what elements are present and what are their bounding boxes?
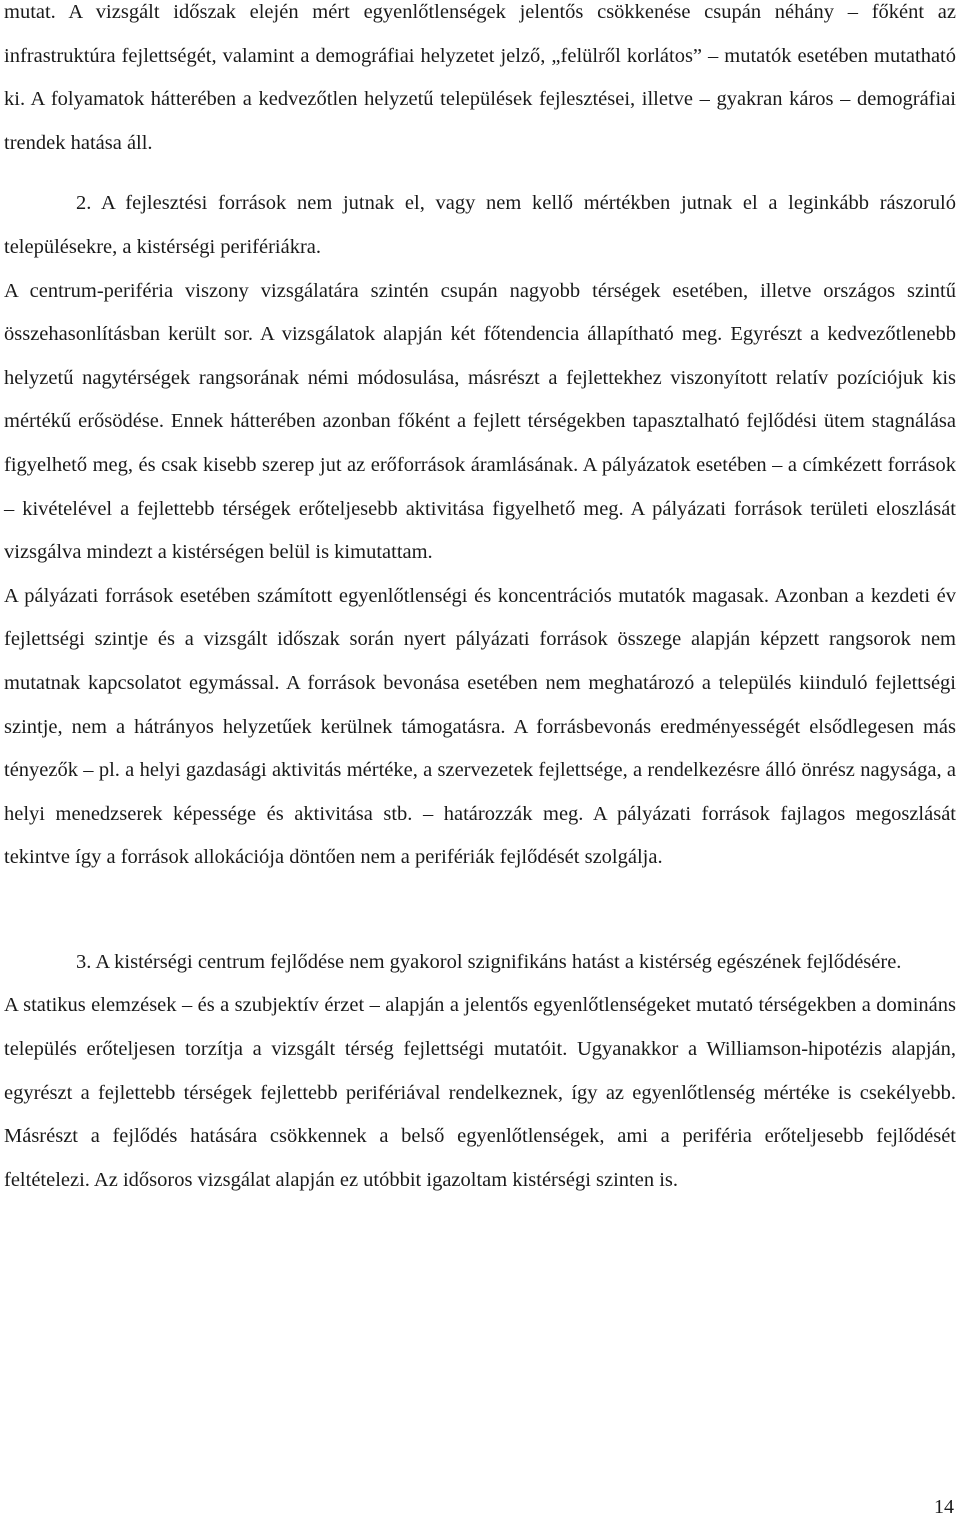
- paragraph-thesis-3: 3. A kistérségi centrum fejlődése nem gyakorol szignifikáns hatást a kistérség egészének fejlődésére.: [76, 950, 902, 973]
- document-page: [4, 0, 956, 1202]
- paragraph-funding-indicators: A pályázati források esetében számított egyenlőtlenségi és koncentrációs mutatók magasak. Azonban a kezdeti év fejlettségi szintje és a vizsgált időszak során nyert pályázati források összege alapján képzett rangsorok nem mutatnak kapcsolatot egymással. A források bevonása esetében nem meghatározó a település kiinduló fejlettségi szintje, nem a hátrányos helyzetűek kerülnek támogatásra. A forrásbevonás eredményességét elsődlegesen más tényezők – pl. a helyi gazdasági aktivitás mértéke, a szervezetek fejlettsége, a rendelkezésre álló önrész nagysága, a helyi menedzserek képessége és aktivitása stb. – határozzák meg. A pályázati források fajlagos megoszlását tekintve így a források allokációja döntően nem a perifériák fejlődését szolgálja.: [4, 584, 956, 869]
- paragraph-centre-periphery: A centrum-periféria viszony vizsgálatára szintén csupán nagyobb térségek esetében, illetve országos szintű összehasonlításban került sor. A vizsgálatok alapján két főtendencia állapítható meg. Egyrészt a kedvezőtlenebb helyzetű nagytérségek rangsorának némi módosulása, másrészt a fejlettekhez viszonyított relatív pozíciójuk kis mértékű erősödése. Ennek hátterében azonban főként a fejlett térségekben tapasztalható fejlődési ütem stagnálása figyelhető meg, és csak kisebb szerep jut az erőforrások áramlásának. A pályázatok esetében – a címkézett források – kivételével a fejlettebb térségek erőteljesebb aktivitása figyelhető meg. A pályázati források területi eloszlását vizsgálva mindezt a kistérségen belül is kimutattam.: [4, 279, 956, 564]
- paragraph-thesis-2: 2. A fejlesztési források nem jutnak el, vagy nem kellő mértékben jutnak el a leginkább rászoruló településekre, a kistérségi perifériákra.: [4, 192, 956, 258]
- paragraph-williamson: A statikus elemzések – és a szubjektív érzet – alapján a jelentős egyenlőtlenségeket mutató térségekben a domináns település erőteljesen torzítja a vizsgált térség fejlettségi mutatóit. Ugyanakkor a Williamson-hipotézis alapján, egyrészt a fejlettebb térségek fejlettebb perifériával rendelkeznek, így az egyenlőtlenség mértéke is csekélyebb. Másrészt a fejlődés hatására csökkennek a belső egyenlőtlenségek, ami a periféria erőteljesebb fejlődését feltételezi. Az idősoros vizsgálat alapján ez utóbbit igazoltam kistérségi szinten is.: [4, 994, 956, 1191]
- paragraph-intro-continuation: mutat. A vizsgált időszak elején mért egyenlőtlenségek jelentős csökkenése csupán néhány – főként az infrastruktúra fejlettségét, valamint a demográfiai helyzetet jelző, „felülről korlátos” – mutatók esetében mutatható ki. A folyamatok hátterében a kedvezőtlen helyzetű települések fejlesztései, illetve – gyakran káros – demográfiai trendek hatása áll.: [4, 1, 956, 154]
- page-number: 14: [934, 1496, 954, 1518]
